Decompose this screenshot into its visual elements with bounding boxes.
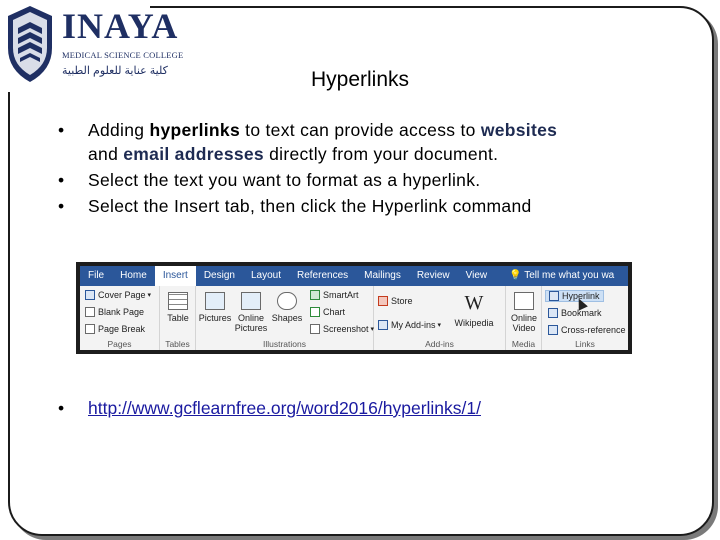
pictures-icon bbox=[205, 292, 225, 310]
button-label: Video bbox=[512, 323, 536, 333]
group-links bbox=[542, 286, 628, 350]
tell-me-search[interactable] bbox=[501, 266, 622, 286]
tab-references[interactable]: References bbox=[297, 270, 349, 281]
bullet-marker: • bbox=[58, 196, 65, 216]
online-video-button[interactable] bbox=[507, 292, 541, 333]
button-label: Blank Page bbox=[98, 307, 145, 317]
smartart-button[interactable] bbox=[310, 290, 359, 300]
shapes-icon bbox=[277, 292, 297, 310]
keyword-websites: websites bbox=[480, 120, 558, 140]
tab-insert[interactable]: Insert bbox=[155, 266, 196, 286]
button-label: Screenshot bbox=[323, 324, 369, 334]
keyword-hyperlinks: hyperlinks bbox=[149, 120, 240, 140]
button-label: Store bbox=[391, 296, 413, 306]
bullet-text: Select the Insert tab, then click the Hyperlink command bbox=[88, 196, 532, 216]
slide-title: Hyperlinks bbox=[310, 68, 410, 91]
button-label: Pictures bbox=[198, 313, 232, 323]
tab-home[interactable]: Home bbox=[120, 270, 147, 281]
tab-file[interactable]: File bbox=[88, 270, 105, 281]
tab-layout[interactable]: Layout bbox=[250, 270, 281, 281]
button-label: Cover Page bbox=[98, 290, 146, 300]
table-button[interactable] bbox=[161, 292, 195, 323]
bullet-item bbox=[58, 194, 578, 218]
ribbon-inner bbox=[80, 266, 628, 350]
bullet-item bbox=[58, 396, 618, 420]
button-label: Online bbox=[510, 313, 537, 323]
chevron-down-icon: ▾ bbox=[147, 292, 152, 299]
button-label: Wikipedia bbox=[454, 318, 494, 328]
shapes-button[interactable] bbox=[270, 292, 304, 323]
button-label: Pictures bbox=[234, 323, 268, 333]
screenshot-icon bbox=[310, 324, 320, 334]
button-label: Chart bbox=[323, 307, 346, 317]
chart-button[interactable] bbox=[310, 307, 345, 317]
wikipedia-button[interactable] bbox=[452, 292, 496, 328]
tab-review[interactable]: Review bbox=[416, 270, 450, 281]
group-pages bbox=[80, 286, 160, 350]
online-video-icon bbox=[514, 292, 534, 310]
link-list bbox=[58, 396, 618, 420]
button-label: SmartArt bbox=[323, 290, 359, 300]
group-label: Links bbox=[575, 339, 595, 349]
chart-icon bbox=[310, 307, 320, 317]
store-icon bbox=[378, 296, 388, 306]
button-label: Cross-reference bbox=[561, 325, 626, 335]
bullet-text: directly from your document. bbox=[263, 144, 499, 164]
word-ribbon-screenshot bbox=[76, 262, 632, 354]
tab-mailings[interactable]: Mailings bbox=[364, 270, 401, 281]
bullet-text: to text can provide access to bbox=[240, 120, 481, 140]
cross-reference-icon bbox=[548, 325, 558, 335]
bullet-text: Select the text you want to format as a hyperlink. bbox=[88, 170, 481, 190]
page-break-icon bbox=[85, 324, 95, 334]
bullet-marker: • bbox=[58, 120, 65, 140]
logo-subtitle: MEDICAL SCIENCE COLLEGE bbox=[62, 50, 184, 60]
bullet-item bbox=[58, 168, 578, 192]
gcf-tutorial-link[interactable]: http://www.gcflearnfree.org/word2016/hyperlinks/1/ bbox=[88, 398, 481, 418]
cover-page-icon bbox=[85, 290, 95, 300]
hyperlink-icon bbox=[549, 291, 559, 301]
page-break-button[interactable] bbox=[85, 324, 145, 334]
online-pictures-button[interactable] bbox=[234, 292, 268, 333]
lightbulb-icon: 💡 bbox=[509, 270, 525, 281]
tab-view[interactable]: View bbox=[465, 270, 488, 281]
online-pictures-icon bbox=[241, 292, 261, 310]
keyword-email-addresses: email addresses bbox=[123, 144, 264, 164]
my-addins-button[interactable] bbox=[378, 320, 441, 330]
tab-design[interactable]: Design bbox=[203, 270, 235, 281]
bullet-text: and bbox=[88, 144, 124, 164]
bullet-text: Adding bbox=[88, 120, 150, 140]
bookmark-button[interactable] bbox=[548, 308, 602, 318]
group-media bbox=[506, 286, 542, 350]
tell-me-label: Tell me what you wa bbox=[524, 270, 615, 281]
button-label: Bookmark bbox=[561, 308, 602, 318]
button-label: My Add-ins bbox=[391, 320, 436, 330]
blank-page-button[interactable] bbox=[85, 307, 144, 317]
ribbon-tab-bar bbox=[80, 266, 628, 286]
bullet-list bbox=[58, 118, 578, 220]
table-icon bbox=[168, 292, 188, 310]
blank-page-icon bbox=[85, 307, 95, 317]
button-label: Online bbox=[237, 313, 264, 323]
cover-page-button[interactable] bbox=[85, 290, 151, 300]
wikipedia-icon: W bbox=[464, 292, 484, 314]
button-label: Hyperlink bbox=[562, 291, 600, 301]
group-tables bbox=[160, 286, 196, 350]
chevron-down-icon: ▾ bbox=[437, 322, 442, 329]
chevron-down-icon: ▾ bbox=[370, 326, 375, 333]
group-label: Tables bbox=[165, 339, 190, 349]
button-label: Table bbox=[167, 313, 189, 323]
group-label: Add-ins bbox=[425, 339, 454, 349]
bookmark-icon bbox=[548, 308, 558, 318]
bullet-item bbox=[58, 118, 578, 166]
my-addins-icon bbox=[378, 320, 388, 330]
cross-reference-button[interactable] bbox=[548, 325, 626, 335]
button-label: Page Break bbox=[98, 324, 146, 334]
pictures-button[interactable] bbox=[198, 292, 232, 323]
ribbon-panel bbox=[80, 286, 628, 350]
logo-arabic-name: كلية عناية للعلوم الطبية bbox=[62, 65, 168, 77]
store-button[interactable] bbox=[378, 296, 413, 306]
bullet-marker: • bbox=[58, 398, 65, 418]
group-label: Pages bbox=[107, 339, 132, 349]
bullet-marker: • bbox=[58, 170, 65, 190]
screenshot-button[interactable] bbox=[310, 324, 374, 334]
group-label: Media bbox=[511, 339, 536, 349]
logo-wordmark: INAYA bbox=[62, 6, 179, 46]
group-label: Illustrations bbox=[263, 339, 306, 349]
button-label: Shapes bbox=[271, 313, 303, 323]
smartart-icon bbox=[310, 290, 320, 300]
group-addins bbox=[374, 286, 506, 350]
group-illustrations bbox=[196, 286, 374, 350]
